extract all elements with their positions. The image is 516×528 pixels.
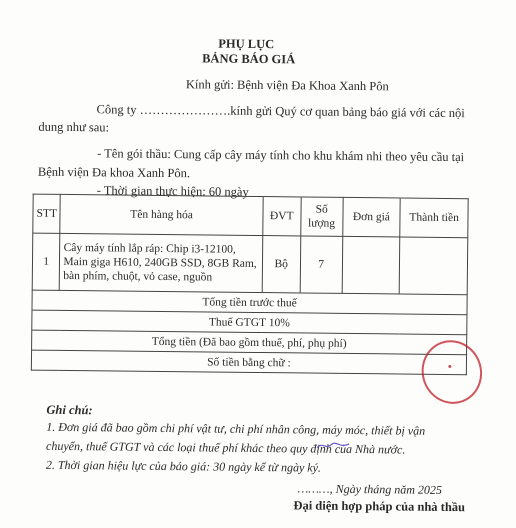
header-stt: STT xyxy=(33,194,61,233)
note-2: 2. Thời gian hiệu lực của báo giá: 30 ngày kể từ ngày ký. xyxy=(45,457,322,475)
cell-qty: 7 xyxy=(300,236,343,293)
duration-line: - Thời gian thực hiện: 60 ngày xyxy=(96,183,249,199)
signature-title: Đại diện hợp pháp của nhà thầu xyxy=(293,498,466,515)
cell-stt: 1 xyxy=(32,233,60,290)
table-header-row xyxy=(33,194,468,238)
cell-total xyxy=(399,237,467,295)
quote-title: BẢNG BÁO GIÁ xyxy=(202,51,296,67)
in-words-row xyxy=(31,350,466,375)
header-qty: Số lượng xyxy=(300,197,342,236)
in-words-label: Số tiền bằng chữ : xyxy=(31,350,466,375)
cell-unit: Bộ xyxy=(262,236,301,293)
header-price: Đơn giá xyxy=(342,197,400,237)
note-1: 1. Đơn giá đã bao gồm chi phí vật tư, chi phí nhân công, máy móc, thiết bị vận xyxy=(46,419,426,438)
notes-title: Ghi chú: xyxy=(46,402,93,418)
signature-date: ………, Ngày tháng năm 2025 xyxy=(297,481,443,497)
appendix-title: PHỤ LỤC xyxy=(218,36,275,52)
note-1-cont: chuyển, thuế GTGT và các loại thuế phí khác theo quy định của Nhà nước. xyxy=(45,438,406,457)
header-total: Thành tiền xyxy=(400,198,468,238)
package-line: - Tên gói thầu: Cung cấp cây máy tính cho khu khám nhi theo yêu cầu tại xyxy=(97,146,465,165)
header-unit: ĐVT xyxy=(263,197,301,236)
cell-price xyxy=(342,236,400,294)
company-line: Công ty ………………….kính gửi Quý cơ quan bảng báo giá với các nội xyxy=(96,102,465,121)
header-name: Tên hàng hóa xyxy=(60,194,263,235)
table-row xyxy=(32,233,468,295)
company-line-cont: dung như sau: xyxy=(38,119,110,135)
greeting: Kính gửi: Bệnh viện Đa Khoa Xanh Pôn xyxy=(185,77,389,94)
company-stamp: ● xyxy=(413,332,491,412)
quote-table xyxy=(31,194,469,376)
subtotal-label: Tổng tiền trước thuế xyxy=(32,290,467,315)
signature-scribble xyxy=(316,441,350,451)
grand-total-label: Tổng tiền (Đã bao gồm thuế, phí, phụ phí) xyxy=(32,330,467,355)
vat-label: Thuế GTGT 10% xyxy=(32,310,467,335)
package-line-cont: Bệnh viện Đa khoa Xanh Pôn. xyxy=(37,164,191,181)
cell-name: Cây máy tính lắp ráp: Chip i3-12100, Main giga H610, 240GB SSD, 8GB Ram, bàn phím, chuột, vỏ case, nguồn xyxy=(60,233,263,292)
